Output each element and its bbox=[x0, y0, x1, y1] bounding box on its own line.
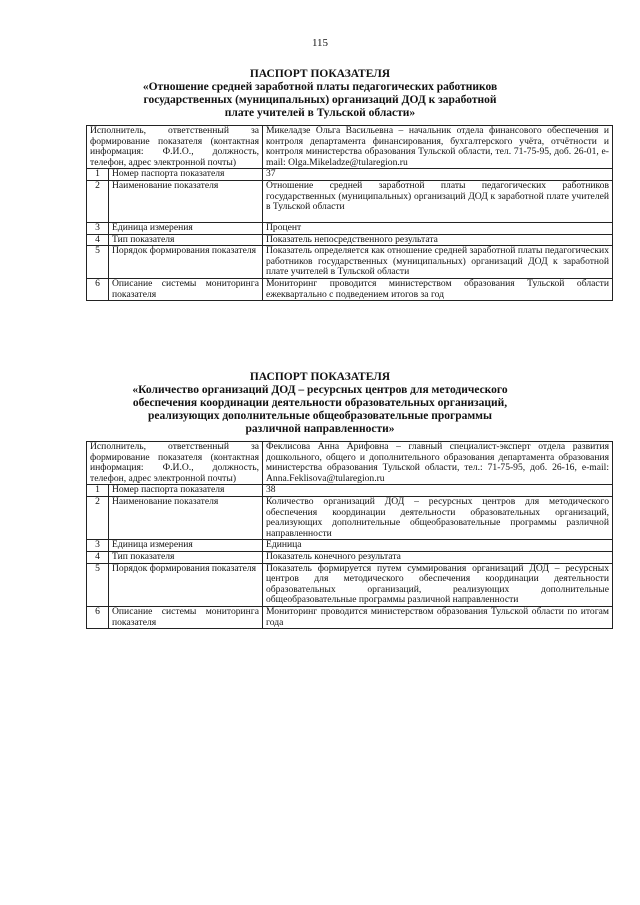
row-label: Единица измерения bbox=[109, 222, 263, 234]
row-label: Наименование показателя bbox=[109, 496, 263, 539]
row-value: 38 bbox=[263, 485, 613, 497]
table-row bbox=[87, 442, 613, 485]
table-row bbox=[87, 551, 613, 563]
table-row bbox=[87, 540, 613, 552]
row-number: 4 bbox=[87, 551, 109, 563]
row-number: 3 bbox=[87, 540, 109, 552]
row-value: Единица bbox=[263, 540, 613, 552]
row-label: Порядок формирования показателя bbox=[109, 246, 263, 279]
passport-1-heading: ПАСПОРТ ПОКАЗАТЕЛЯ bbox=[249, 68, 391, 80]
row-number: 5 bbox=[87, 563, 109, 606]
executor-value: Микеладзе Ольга Васильевна – начальник отдела финансового обеспечения и контроля департамента финансирования, бухгалтерского учёта, отчётности и контроля министерства образования Тульской области, тел. 71-75-95, доб. 26-01, e-mail: Olga.Mikeladze@tularegion.ru bbox=[263, 126, 613, 169]
passport-1-subtitle-line: государственных (муниципальных) организаций ДОД к заработной bbox=[143, 94, 497, 106]
passport-1-subtitle-line: «Отношение средней заработной платы педагогических работников bbox=[142, 81, 498, 93]
row-label: Единица измерения bbox=[109, 540, 263, 552]
row-label: Номер паспорта показателя bbox=[109, 169, 263, 181]
row-value: Отношение средней заработной платы педагогических работников государственных (муниципальных) организаций ДОД к заработной плате учителей в Тульской области bbox=[263, 180, 613, 222]
executor-label: Исполнитель, ответственный за формирование показателя (контактная информация: Ф.И.О., должность, телефон, адрес электронной почты) bbox=[87, 442, 263, 485]
executor-label: Исполнитель, ответственный за формирование показателя (контактная информация: Ф.И.О., должность, телефон, адрес электронной почты) bbox=[87, 126, 263, 169]
table-row bbox=[87, 180, 613, 222]
passport-2-subtitle-line: реализующих дополнительные общеобразовательные программы bbox=[148, 410, 492, 422]
row-value: Показатель определяется как отношение средней заработной платы педагогических работников государственных (муниципальных) организаций ДОД к заработной плате учителей в Тульской области bbox=[263, 246, 613, 279]
row-value: Показатель конечного результата bbox=[263, 551, 613, 563]
row-value: Процент bbox=[263, 222, 613, 234]
table-row bbox=[87, 169, 613, 181]
passport-1-title bbox=[80, 68, 560, 120]
passport-1-table bbox=[86, 125, 613, 301]
passport-2-subtitle-line: «Количество организаций ДОД – ресурсных центров для методического bbox=[132, 384, 508, 396]
row-value: Мониторинг проводится министерством образования Тульской области ежеквартально с подведением итогов за год bbox=[263, 278, 613, 300]
row-label: Наименование показателя bbox=[109, 180, 263, 222]
row-number: 1 bbox=[87, 485, 109, 497]
row-number: 5 bbox=[87, 246, 109, 279]
table-row bbox=[87, 222, 613, 234]
passport-2-table bbox=[86, 441, 613, 629]
passport-2-subtitle-line: различной направленности» bbox=[245, 423, 395, 435]
row-label: Тип показателя bbox=[109, 551, 263, 563]
table-row bbox=[87, 278, 613, 300]
passport-1-subtitle-line: плате учителей в Тульской области» bbox=[224, 107, 416, 119]
table-row bbox=[87, 485, 613, 497]
row-number: 6 bbox=[87, 606, 109, 628]
row-number: 6 bbox=[87, 278, 109, 300]
passport-2-heading: ПАСПОРТ ПОКАЗАТЕЛЯ bbox=[249, 371, 391, 383]
row-label: Номер паспорта показателя bbox=[109, 485, 263, 497]
row-value: 37 bbox=[263, 169, 613, 181]
row-number: 1 bbox=[87, 169, 109, 181]
table-row bbox=[87, 563, 613, 606]
row-value: Мониторинг проводится министерством образования Тульской области по итогам года bbox=[263, 606, 613, 628]
row-number: 2 bbox=[87, 496, 109, 539]
table-row bbox=[87, 126, 613, 169]
table-row bbox=[87, 246, 613, 279]
row-label: Тип показателя bbox=[109, 234, 263, 246]
table-row bbox=[87, 234, 613, 246]
table-row bbox=[87, 496, 613, 539]
row-value: Количество организаций ДОД – ресурсных центров для методического обеспечения координации деятельности образовательных организаций, реализующих дополнительные общеобразовательные программы различной направленности bbox=[263, 496, 613, 539]
row-number: 4 bbox=[87, 234, 109, 246]
row-number: 3 bbox=[87, 222, 109, 234]
row-number: 2 bbox=[87, 180, 109, 222]
table-row bbox=[87, 606, 613, 628]
row-value: Показатель непосредственного результата bbox=[263, 234, 613, 246]
passport-2-subtitle-line: обеспечения координации деятельности образовательных организаций, bbox=[132, 397, 508, 409]
row-label: Описание системы мониторинга показателя bbox=[109, 606, 263, 628]
executor-value: Феклисова Анна Арифовна – главный специалист-эксперт отдела развития дошкольного, общего и дополнительного образования департамента образования министерства образования Тульской области, тел.: 71-75-95, доб. 26-16, e-mail: Anna.Feklisova@tularegion.ru bbox=[263, 442, 613, 485]
page-number: 115 bbox=[311, 37, 329, 49]
row-value: Показатель формируется путем суммирования организаций ДОД – ресурсных центров для методического обеспечения координации деятельности образовательных организаций, реализующих дополнительные общеобразовательные программы различной направленности bbox=[263, 563, 613, 606]
row-label: Порядок формирования показателя bbox=[109, 563, 263, 606]
passport-2-title bbox=[80, 371, 560, 436]
row-label: Описание системы мониторинга показателя bbox=[109, 278, 263, 300]
